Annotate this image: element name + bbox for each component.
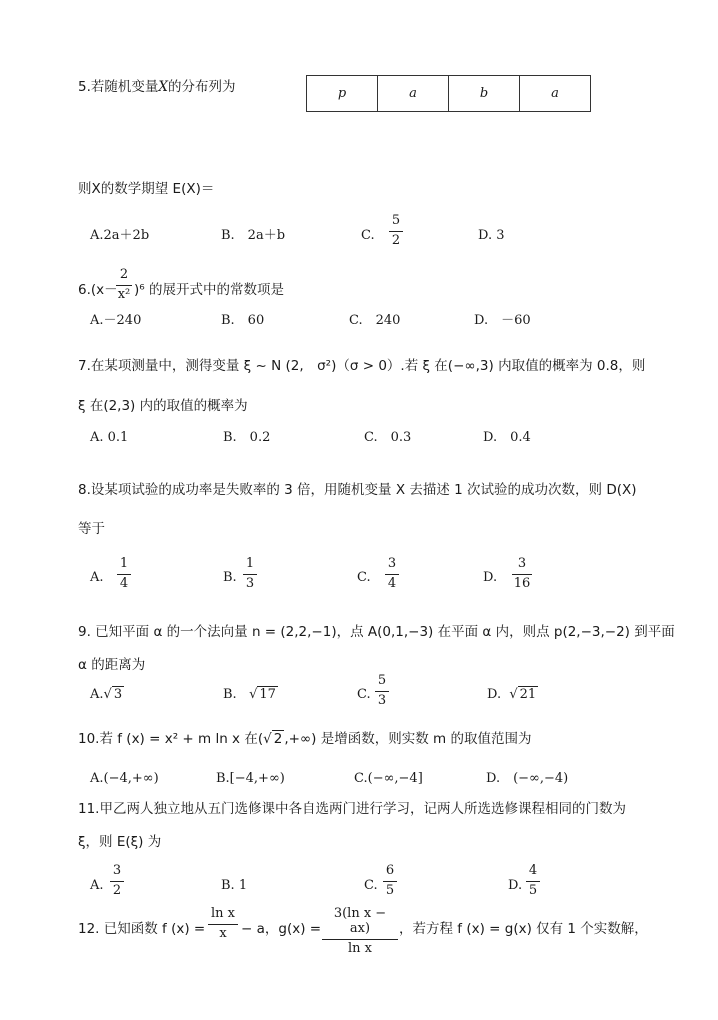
q10-option-b: B.[−4,+∞) xyxy=(216,771,285,786)
q6-post: )⁶ 的展开式中的常数项是 xyxy=(134,282,284,298)
q8-option-a-fraction: 1 4 xyxy=(117,557,131,592)
q7-option-b: B. 0.2 xyxy=(223,430,271,445)
q5-option-c-label: C. xyxy=(361,228,375,243)
q5-option-a: A.2a＋2b xyxy=(90,228,150,243)
q10-line1: 10.若 f (x) = x² + m ln x 在(√ 2 ,+∞) 是增函数，则实数 m 的取值范围为 xyxy=(78,731,532,747)
q11-option-b: B. 1 xyxy=(221,878,248,893)
table-cell: b xyxy=(449,76,520,112)
q9-option-c-label: C. xyxy=(357,687,371,702)
table-cell: a xyxy=(520,76,591,112)
table-cell: p xyxy=(307,76,378,112)
q11-option-d-fraction: 4 5 xyxy=(526,864,540,899)
q8-option-b-label: B. xyxy=(223,570,237,585)
q11-line2: ξ，则 E(ξ) 为 xyxy=(78,834,162,850)
q8-option-c-fraction: 3 4 xyxy=(385,557,399,592)
q8-line1: 8.设某项试验的成功率是失败率的 3 倍，用随机变量 X 去描述 1 次试验的成功次数，则 D(X) xyxy=(78,482,637,498)
q6-option-b: B. 60 xyxy=(221,313,265,328)
q12-mid: − a，g(x) = xyxy=(241,921,322,937)
q5-stem: 5.若随机变量X的分布列为 xyxy=(78,79,236,95)
q12-g-fraction: 3(ln x − ax) ln x xyxy=(322,907,398,957)
q9-option-d: D. √ 21 xyxy=(487,687,537,702)
q10-option-a: A.(−4,+∞) xyxy=(90,771,159,786)
q7-line2: ξ 在(2,3) 内的取值的概率为 xyxy=(78,398,248,414)
q5-line2: 则X的数学期望 E(X)＝ xyxy=(78,181,215,197)
q6-pre: 6.(x－ xyxy=(78,282,118,298)
q6-option-a: A.－240 xyxy=(90,313,142,328)
q8-option-a-label: A. xyxy=(90,570,104,585)
q7-option-a: A. 0.1 xyxy=(90,430,129,445)
q6-option-c: C. 240 xyxy=(349,313,401,328)
q10-option-c: C.(−∞,−4] xyxy=(354,771,423,786)
q11-option-d-label: D. xyxy=(508,878,523,893)
q10-option-d: D. (−∞,−4) xyxy=(486,771,569,786)
q11-option-c-label: C. xyxy=(364,878,378,893)
q5-option-c-fraction: 5 2 xyxy=(389,214,403,249)
q8-option-d-fraction: 3 16 xyxy=(513,556,531,591)
q7-option-c: C. 0.3 xyxy=(364,430,412,445)
q8-line2: 等于 xyxy=(78,521,105,537)
q12-f-fraction: ln x x xyxy=(208,907,238,942)
q5-var: X xyxy=(158,79,169,95)
q5-option-b: B. 2a＋b xyxy=(221,228,286,243)
q11-option-a-label: A. xyxy=(90,878,104,893)
q7-option-d: D. 0.4 xyxy=(483,430,531,445)
q12-post: ，若方程 f (x) = g(x) 仅有 1 个实数解， xyxy=(399,921,648,937)
q8-option-c-label: C. xyxy=(357,570,371,585)
q9-line1: 9. 已知平面 α 的一个法向量 n = (2,2,−1)，点 A(0,1,−3) 在平面 α 内，则点 p(2,−3,−2) 到平面 xyxy=(78,624,675,640)
q12-pre: 12. 已知函数 f (x) = xyxy=(78,921,206,937)
q6-fraction: 2 x² xyxy=(117,267,131,302)
q8-option-b-fraction: 1 3 xyxy=(243,557,257,592)
distribution-table xyxy=(306,75,591,112)
q9-option-c-fraction: 5 3 xyxy=(375,674,389,709)
q9-line2: α 的距离为 xyxy=(78,657,146,673)
q9-option-a: A.√ 3 xyxy=(90,687,123,702)
q11-option-c-fraction: 6 5 xyxy=(383,864,397,899)
q9-option-b: B. √ 17 xyxy=(223,687,276,702)
q8-option-d-label: D. xyxy=(483,570,498,585)
q7-line1: 7.在某项测量中，测得变量 ξ ~ N (2, σ²)（σ > 0）.若 ξ 在(−∞,3) 内取值的概率为 0.8，则 xyxy=(78,358,646,374)
table-cell: a xyxy=(378,76,449,112)
q6-option-d: D. －60 xyxy=(474,313,531,328)
q11-line1: 11.甲乙两人独立地从五门选修课中各自选两门进行学习，记两人所选选修课程相同的门数为 xyxy=(78,801,626,817)
q5-option-d: D. 3 xyxy=(478,228,505,243)
q11-option-a-fraction: 3 2 xyxy=(110,864,124,899)
